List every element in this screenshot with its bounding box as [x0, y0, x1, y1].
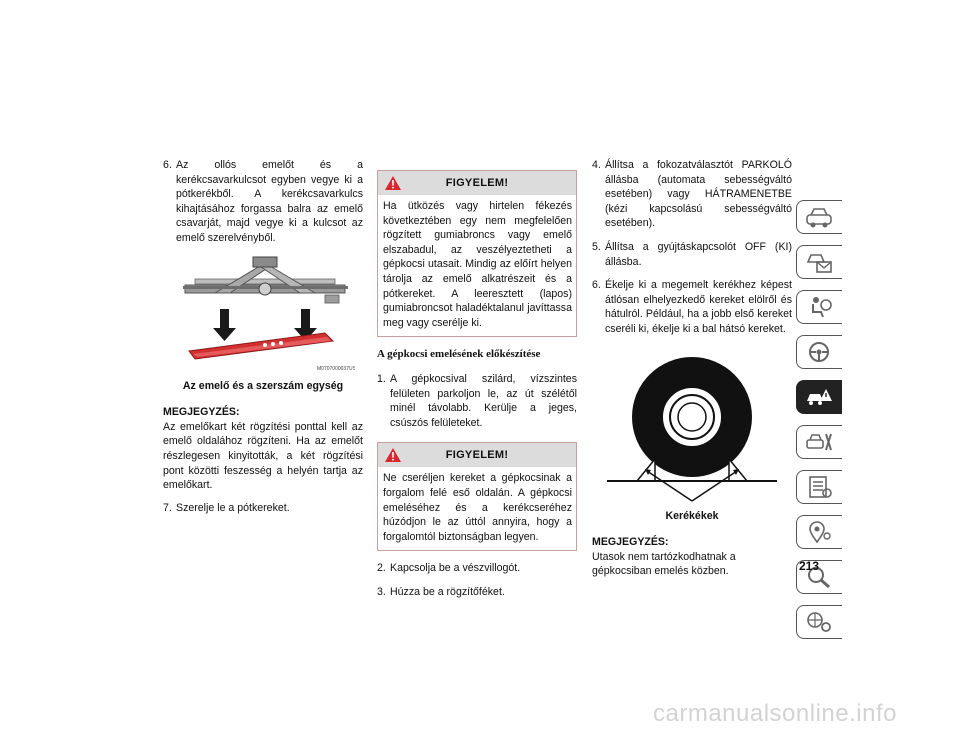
page-number: 213	[799, 559, 820, 573]
tab-navigation[interactable]	[796, 515, 842, 549]
figure-caption: Az emelő és a szerszám egység	[182, 379, 344, 392]
step-number: 7.	[163, 501, 172, 514]
step-text: Állítsa a gyújtáskapcsolót OFF (KI) állásba.	[605, 240, 792, 268]
step-3	[377, 585, 577, 600]
warning-header	[378, 443, 576, 467]
car-service-tools-icon	[805, 430, 833, 454]
tab-car-dashboard[interactable]	[796, 200, 842, 234]
warning-box-2	[377, 442, 577, 551]
car-mail-icon	[805, 250, 833, 274]
step-1	[377, 372, 577, 430]
step-number: 5.	[592, 240, 601, 253]
jack-tool-figure	[175, 255, 355, 375]
step-number: 1.	[377, 372, 386, 385]
tab-specifications[interactable]	[796, 470, 842, 504]
warning-box-1	[377, 170, 577, 337]
warning-title: FIGYELEM!	[445, 449, 509, 462]
step-number: 4.	[592, 159, 601, 171]
chapter-tabs	[796, 200, 842, 650]
tab-steering-wheel[interactable]	[796, 335, 842, 369]
note-heading: MEGJEGYZÉS:	[592, 536, 669, 549]
tab-seat-airbag[interactable]	[796, 290, 842, 324]
step-number: 6.	[163, 159, 172, 171]
step-text: Állítsa a fokozatválasztót PARKOLÓ állásba (automata sebességváltó esetében) vagy HÁTRAMENETBE (kézi kapcsolású sebességváltó esetében).	[605, 159, 792, 230]
step-2	[377, 561, 577, 576]
column-middle	[377, 170, 577, 608]
figure-caption: Kerékékek	[665, 509, 719, 522]
jack-tool-illustration	[175, 255, 355, 375]
step-number: 2.	[377, 562, 386, 575]
language-settings-icon	[805, 610, 833, 634]
step-4	[592, 158, 792, 231]
step-number: 3.	[377, 585, 386, 598]
step-6	[163, 158, 363, 246]
watermark: carmanualsonline.info	[653, 700, 897, 727]
tab-language-settings[interactable]	[796, 605, 842, 639]
note-text: Utasok nem tartózkodhatnak a gépkocsiban emelés közben.	[592, 550, 736, 578]
warning-triangle-icon	[384, 447, 402, 463]
seat-airbag-icon	[805, 295, 833, 319]
tab-car-mail[interactable]	[796, 245, 842, 279]
step-number: 6.	[592, 279, 601, 292]
specifications-list-icon	[805, 475, 833, 499]
car-warning-icon	[805, 385, 833, 409]
column-left	[163, 158, 363, 524]
step-text: Kapcsolja be a vészvillogót.	[390, 562, 521, 575]
steering-wheel-icon	[805, 340, 833, 364]
column-right	[592, 158, 792, 587]
step-text: Az ollós emelőt és a kerékcsavarkulcsot egyben vegye ki a pótkerékből. A kerékcsavarkulcs kihajtásához forgassa balra az emelő csavarját, majd vegye ki a kulcsot az emelő szerelvényből.	[176, 159, 363, 244]
note-text: Az emelőkart két rögzítési ponttal kell az emelő oldalához rögzíteni. Ha az emelőt részlegesen kinyitották, a két rögzítési pont közötti feszesség a helyén tartja az emelőkart.	[163, 420, 363, 492]
wheel-chocks-illustration	[607, 355, 777, 505]
car-dashboard-icon	[805, 205, 833, 229]
wheel-chock-figure	[607, 355, 777, 505]
warning-triangle-icon	[384, 175, 402, 191]
step-text: Szerelje le a pótkereket.	[176, 501, 290, 514]
step-7	[163, 501, 363, 516]
warning-text: Ha ütközés vagy hirtelen fékezés következtében egy nem megfelelően rögzített gumiabroncs vagy emelő elszabadul, az veszélyeztetheti a gépkocsi utasait. Mindig az előírt helyen tárolja az emelő alkatrészeit és a pótkereket. A leeresztett (lapos) gumiabroncsot haladéktalanul javíttassa meg vagy cserélje ki.	[383, 200, 572, 329]
step-text: Húzza be a rögzítőféket.	[390, 585, 505, 598]
tab-car-service-tools[interactable]	[796, 425, 842, 459]
step-6	[592, 278, 792, 336]
step-5	[592, 240, 792, 269]
step-text: A gépkocsival szilárd, vízszintes felületen parkoljon le, az út szélétől minél távolabb. Kerülje a jeges, csúszós felületeket.	[390, 372, 577, 429]
tab-car-warning[interactable]	[796, 380, 842, 414]
section-heading: A gépkocsi emelésének előkészítése	[377, 348, 541, 361]
warning-header	[378, 171, 576, 195]
figure-code: M0707000037US	[317, 365, 355, 372]
step-text: Ékelje ki a megemelt kerékhez képest átlósan elhelyezkedő kereket elölről és hátulról. Például, ha a jobb első kereket cseréli ki, ékelje ki a bal hátsó kereket.	[605, 279, 792, 335]
warning-text: Ne cseréljen kereket a gépkocsinak a forgalom felé eső oldalán. A gépkocsi emeléséhez és a kerékcseréhez húzódjon le az úttól annyira, hogy a forgalomtól biztonságban legyen.	[383, 472, 572, 543]
navigation-pin-icon	[805, 520, 833, 544]
warning-title: FIGYELEM!	[445, 177, 509, 189]
note-heading: MEGJEGYZÉS:	[163, 406, 240, 419]
